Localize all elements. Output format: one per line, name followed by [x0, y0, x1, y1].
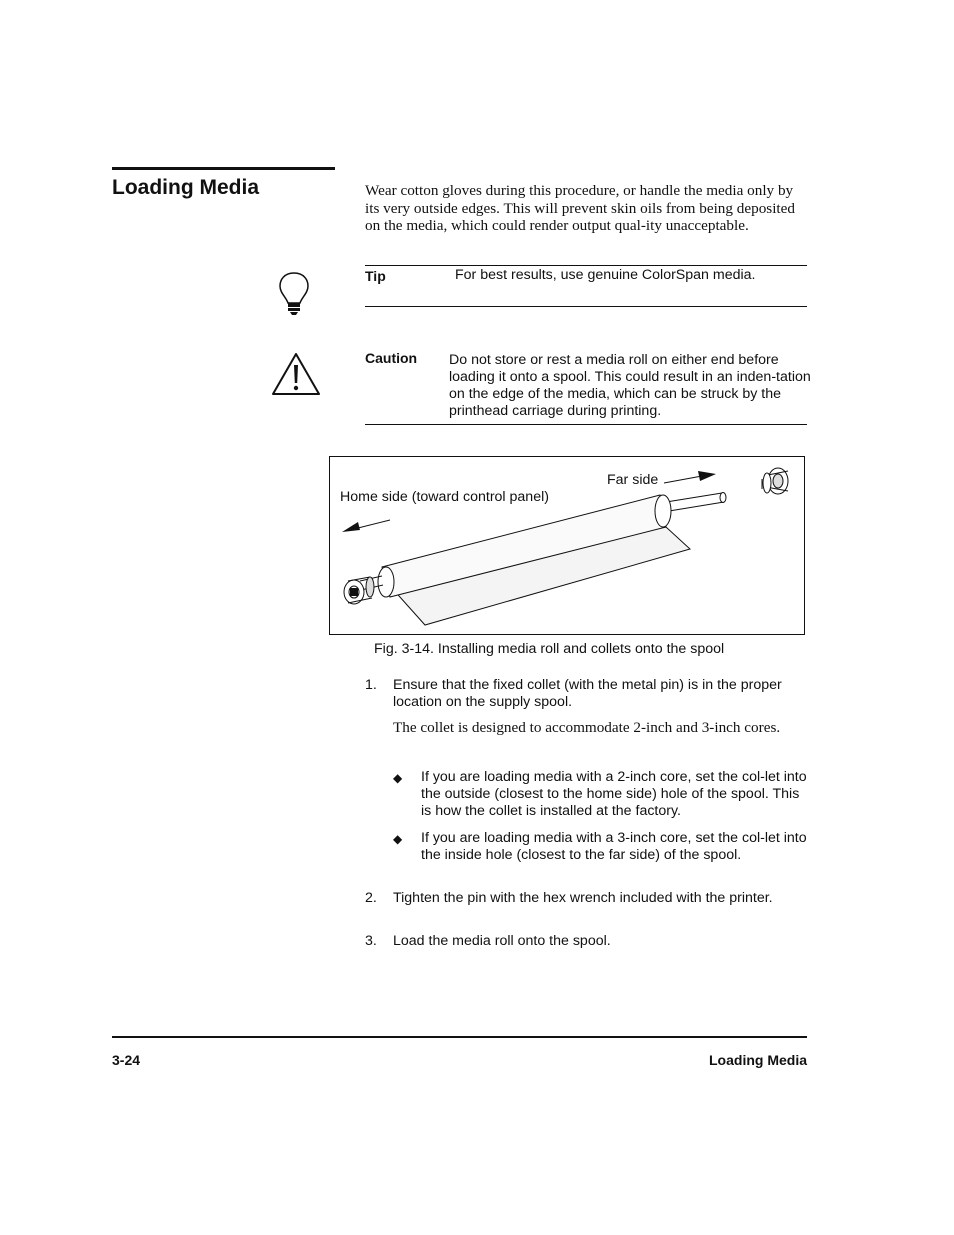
- bullet-text: If you are loading media with a 3-inch core, set the col-let into the inside hole (closest to the far side) of the spool.: [421, 830, 807, 863]
- far-side-label: Far side: [607, 472, 659, 488]
- bullet-text: If you are loading media with a 2-inch core, set the col-let into the outside (closest to the home side) hole of the spool. This is how the collet is installed at the factory.: [421, 769, 807, 819]
- home-side-label: Home side (toward control panel): [340, 489, 549, 505]
- step-text: Load the media roll onto the spool.: [393, 933, 611, 949]
- media-roll-illustration: [330, 457, 804, 634]
- lightbulb-icon: [277, 270, 311, 323]
- warning-triangle-icon: [270, 351, 322, 402]
- figure-caption: Fig. 3-14. Installing media roll and collets onto the spool: [374, 641, 725, 657]
- step-number: 1.: [365, 677, 377, 693]
- footer-title: Loading Media: [709, 1052, 807, 1068]
- caution-label: Caution: [365, 350, 418, 366]
- page-number: 3-24: [112, 1052, 141, 1068]
- page-title: Loading Media: [112, 176, 259, 199]
- step-number: 2.: [365, 890, 377, 906]
- step-note: The collet is designed to accommodate 2-inch and 3-inch cores.: [393, 719, 781, 736]
- step-text: Tighten the pin with the hex wrench included with the printer.: [393, 890, 773, 906]
- far-collet-icon: [762, 468, 788, 494]
- footer-rule: [112, 1036, 807, 1038]
- caution-text: Do not store or rest a media roll on either end before loading it onto a spool. This could result in an inden-tation on the edge of the media, which can be struck by the printhead carriage during printing.: [449, 352, 811, 419]
- tip-label: Tip: [365, 268, 386, 284]
- diamond-bullet-icon: ◆: [393, 771, 403, 785]
- home-collet-icon: [344, 577, 374, 604]
- caution-bottom-rule: [365, 424, 807, 425]
- step-text: Ensure that the fixed collet (with the metal pin) is in the proper location on the supply spool.: [393, 677, 782, 710]
- tip-bottom-rule: [365, 306, 807, 307]
- tip-top-rule: [365, 265, 807, 266]
- tip-text: For best results, use genuine ColorSpan media.: [455, 267, 756, 283]
- diamond-bullet-icon: ◆: [393, 832, 403, 846]
- step-number: 3.: [365, 933, 377, 949]
- title-rule: [112, 167, 335, 170]
- intro-paragraph: Wear cotton gloves during this procedure, or handle the media only by its very outside edges. This will prevent skin oils from being deposited on the media, which could render output qual-ity unacceptable.: [365, 182, 795, 234]
- figure-illustration: [329, 456, 805, 635]
